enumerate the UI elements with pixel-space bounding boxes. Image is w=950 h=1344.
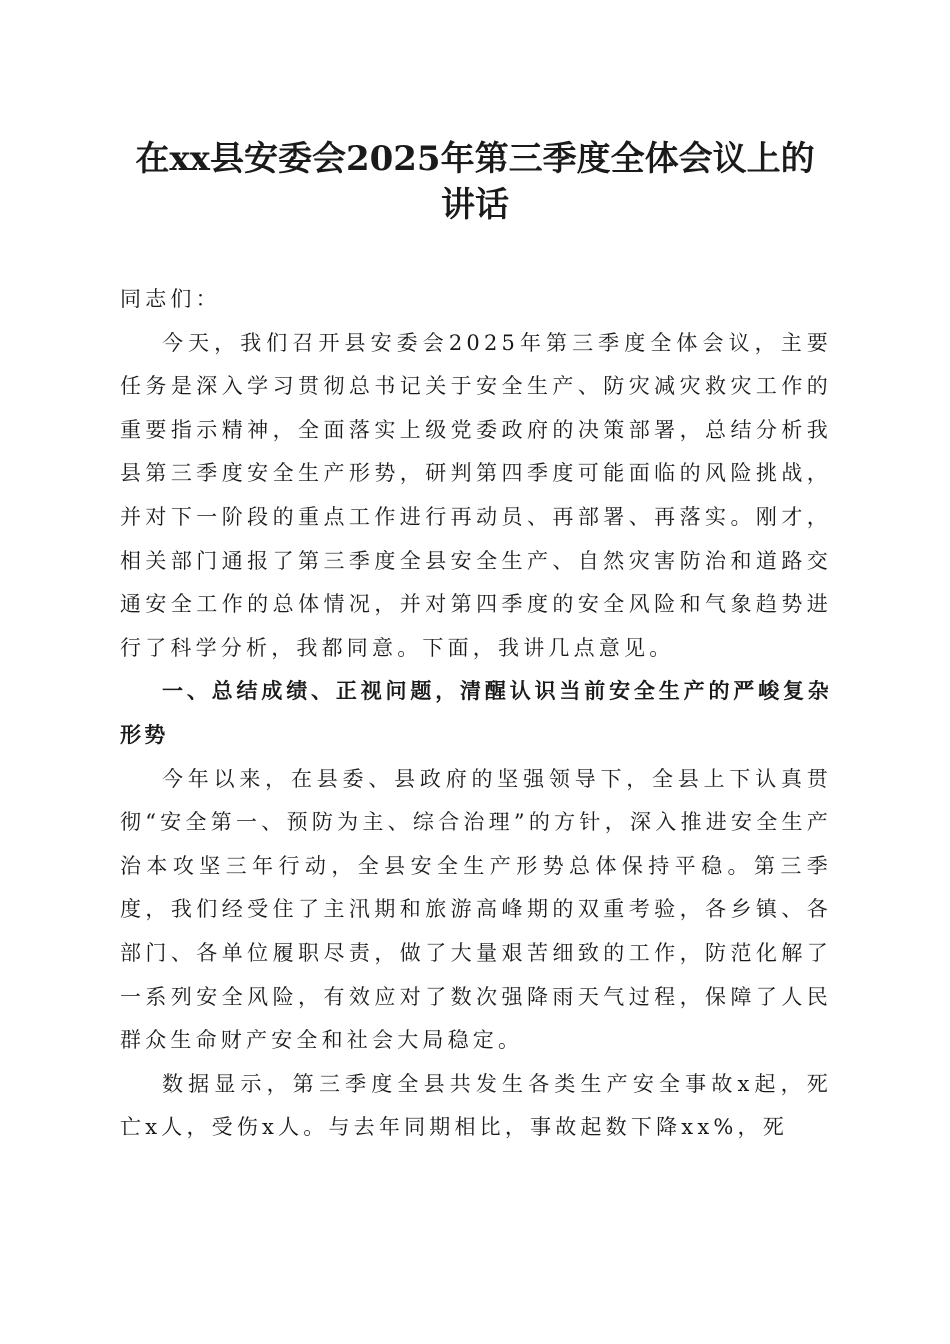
salutation: 同志们： [120, 287, 221, 311]
title-line-1: 在xx县安委会2025年第三季度全体会议上的 [135, 139, 815, 179]
paragraph-opening: 今天，我们召开县安委会2025年第三季度全体会议，主要任务是深入学习贯彻总书记关于安全生产、防灾减灾救灾工作的重要指示精神，全面落实上级党委政府的决策部署，总结分析我县第三季度安全生产形势，研判第四季度可能面临的风险挑战，并对下一阶段的重点工作进行再动员、再部署、再落实。刚才，相关部门通报了第三季度全县安全生产、自然灾害防治和道路交通安全工作的总体情况，并对第四季度的安全风险和气象趋势进行了科学分析，我都同意。下面，我讲几点意见。 [120, 330, 832, 660]
paragraph-data: 数据显示，第三季度全县共发生各类生产安全事故x起，死亡x人，受伤x人。与去年同期相比，事故起数下降xx%，死 [120, 1071, 832, 1140]
document-body [120, 278, 832, 1150]
paragraph-summary: 今年以来，在县委、县政府的坚强领导下，全县上下认真贯彻“安全第一、预防为主、综合治理”的方针，深入推进安全生产治本攻坚三年行动，全县安全生产形势总体保持平稳。第三季度，我们经受住了主汛期和旅游高峰期的双重考验，各乡镇、各部门、各单位履职尽责，做了大量艰苦细致的工作，防范化解了一系列安全风险，有效应对了数次强降雨天气过程，保障了人民群众生命财产安全和社会大局稳定。 [120, 766, 832, 1053]
document-title [100, 136, 850, 228]
title-line-2: 讲话 [441, 185, 509, 225]
section-heading-1: 一、总结成绩、正视问题，清醒认识当前安全生产的严峻复杂形势 [120, 679, 832, 747]
